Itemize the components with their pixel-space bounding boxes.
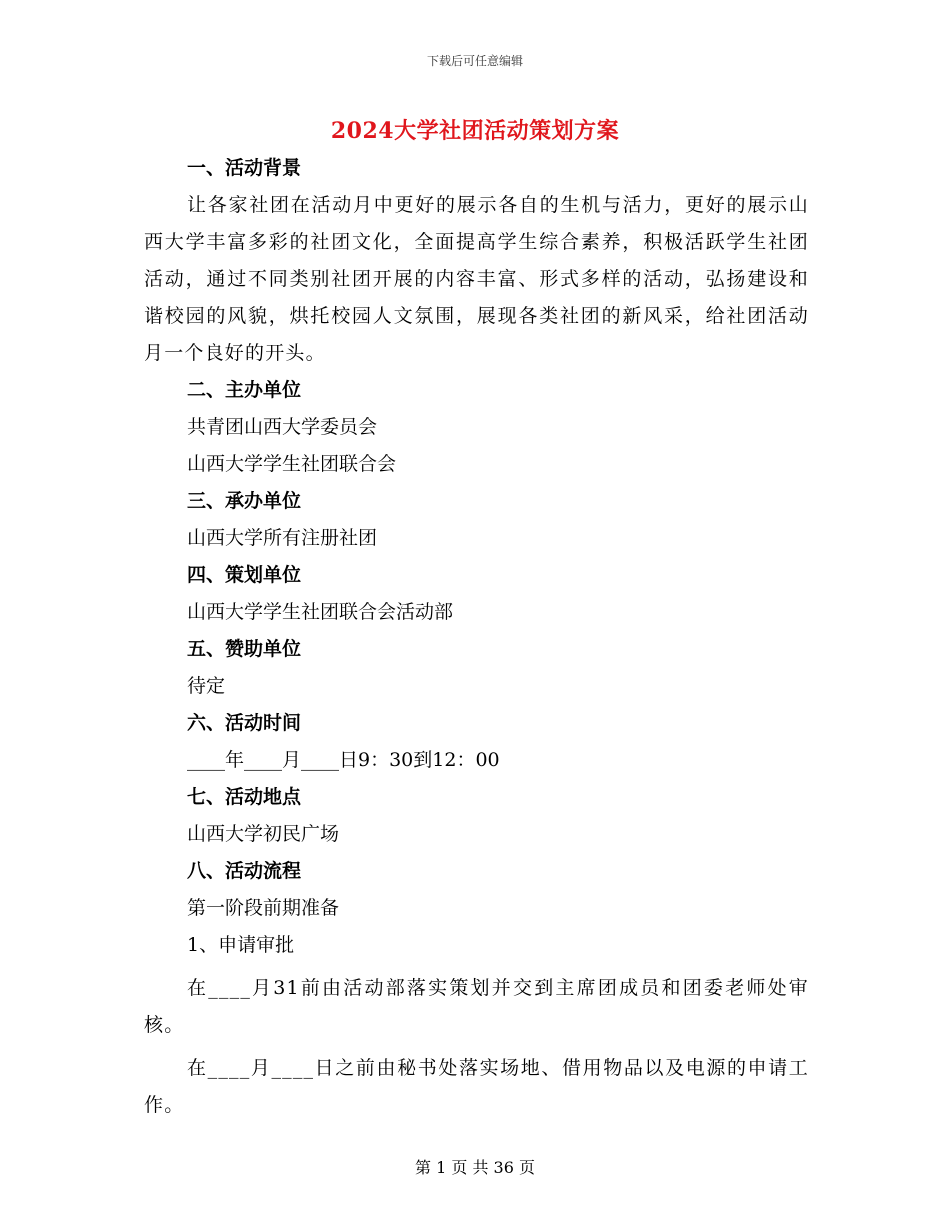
document-title: 2024大学社团活动策划方案 xyxy=(330,118,620,144)
time-line: ____年____月____日9：30到12：00 xyxy=(187,749,500,771)
section-heading-host: 二、主办单位 xyxy=(187,379,302,401)
host-line-2: 山西大学学生社团联合会 xyxy=(187,453,397,475)
section-heading-sponsor: 五、赞助单位 xyxy=(187,638,302,660)
organizer-line: 山西大学所有注册社团 xyxy=(187,527,378,549)
document-body xyxy=(144,150,809,1124)
section-heading-place: 七、活动地点 xyxy=(187,786,302,808)
section-heading-time: 六、活动时间 xyxy=(187,712,302,734)
section-heading-background: 一、活动背景 xyxy=(187,157,302,179)
step-1-paragraph-1: 在____月31前由活动部落实策划并交到主席团成员和团委老师处审核。 xyxy=(144,977,809,1036)
background-paragraph: 让各家社团在活动月中更好的展示各自的生机与活力，更好的展示山西大学丰富多彩的社团文化，全面提高学生综合素养，积极活跃学生社团活动，通过不同类别社团开展的内容丰富、形式多样的活动，弘扬建设和谐校园的风貌，烘托校园人文氛围，展现各类社团的新风采，给社团活动月一个良好的开头。 xyxy=(144,194,809,364)
step-1-line: 1、申请审批 xyxy=(187,934,295,956)
step-1-paragraph-2: 在____月____日之前由秘书处落实场地、借用物品以及电源的申请工作。 xyxy=(144,1057,809,1116)
sponsor-line: 待定 xyxy=(187,675,226,697)
stage-1-line: 第一阶段前期准备 xyxy=(187,897,340,919)
page-footer: 第 1 页 共 36 页 xyxy=(415,1158,535,1177)
section-heading-organizer: 三、承办单位 xyxy=(187,490,302,512)
host-line-1: 共青团山西大学委员会 xyxy=(187,416,378,438)
section-heading-planner: 四、策划单位 xyxy=(187,564,302,586)
planner-line: 山西大学学生社团联合会活动部 xyxy=(187,601,454,623)
place-line: 山西大学初民广场 xyxy=(187,823,340,845)
section-heading-process: 八、活动流程 xyxy=(187,860,302,882)
header-note: 下载后可任意编辑 xyxy=(426,54,523,68)
